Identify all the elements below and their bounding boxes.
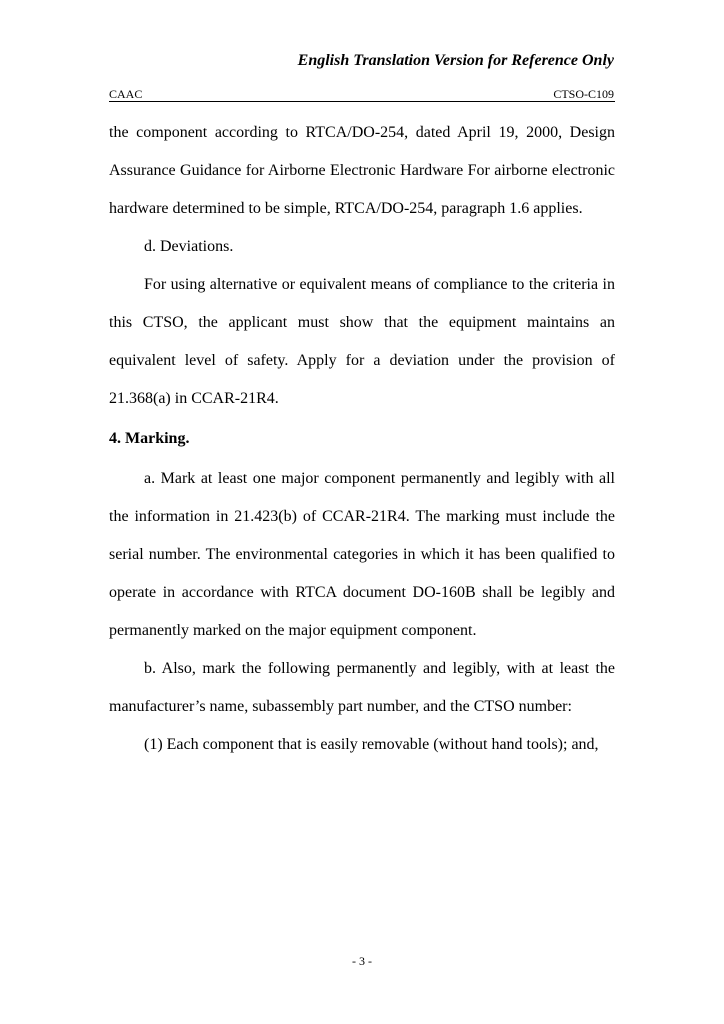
section-heading-marking: 4. Marking. (109, 430, 190, 447)
paragraph-marking-b1: (1) Each component that is easily removable (without hand tools); and, (144, 736, 599, 753)
header-title: English Translation Version for Reference Only (297, 52, 614, 69)
header-rule (109, 101, 615, 102)
paragraph-marking-b: b. Also, mark the following permanently and legibly, with at least the manufacturer’s name, subassembly part number, and the CTSO number: (109, 660, 615, 715)
paragraph-marking-a: a. Mark at least one major component permanently and legibly with all the information in 21.423(b) of CCAR-21R4. The marking must include the serial number. The environmental categories in which it has been qualified to operate in accordance with RTCA document DO-160B shall be legibly and permanently marked on the major equipment component. (109, 470, 615, 639)
header-doc-id: CTSO-C109 (553, 87, 614, 101)
paragraph-deviations: For using alternative or equivalent means of compliance to the criteria in this CTSO, the applicant must show that the equipment maintains an equivalent level of safety. Apply for a deviation under the provision of 21.368(a) in CCAR-21R4. (109, 276, 615, 407)
page-number: - 3 - (352, 954, 372, 968)
header-org: CAAC (109, 87, 143, 101)
paragraph-deviations-heading: d. Deviations. (144, 238, 234, 255)
paragraph-continuation: the component according to RTCA/DO-254, dated April 19, 2000, Design Assurance Guidance for Airborne Electronic Hardware For airborne electronic hardware determined to be simple, RTCA/DO-254, paragraph 1.6 applies. (109, 124, 615, 217)
document-body (109, 114, 615, 764)
